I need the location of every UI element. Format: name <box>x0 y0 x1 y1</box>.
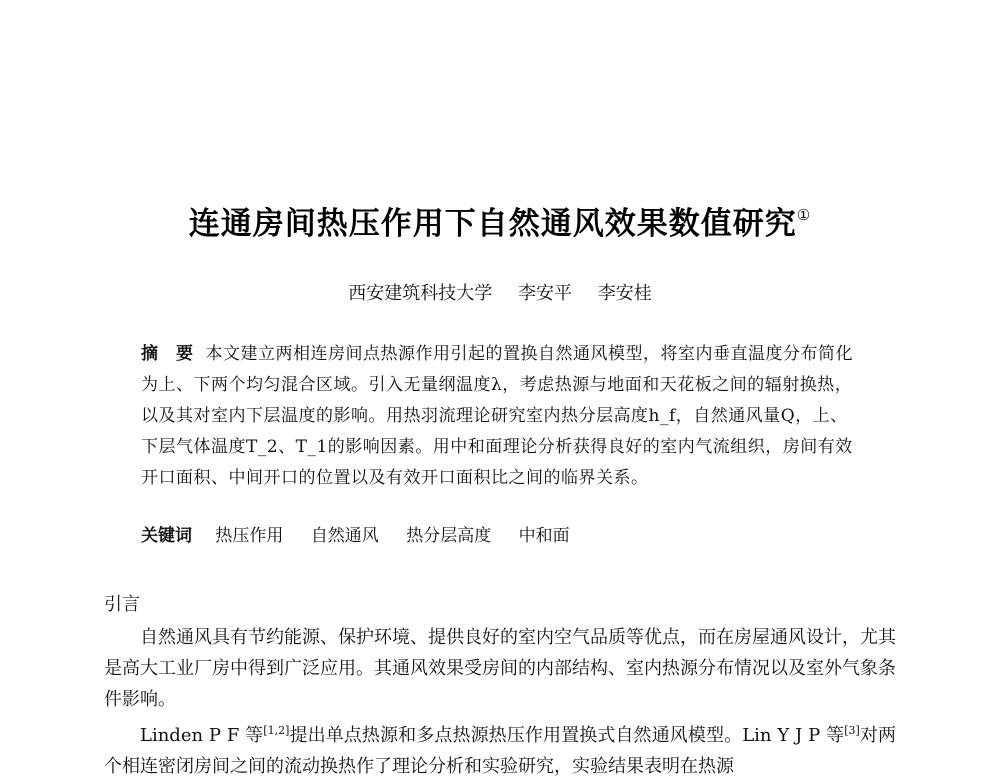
keyword: 自然通风 <box>310 526 379 546</box>
author-line <box>0 279 1000 305</box>
keyword: 热分层高度 <box>406 526 492 546</box>
abstract-text: 本文建立两相连房间点热源作用引起的置换自然通风模型，将室内垂直温度分布简化为上、下两个均匀混合区域。引入无量纲温度λ，考虑热源与地面和天花板之间的辐射换热，以及其对室内下层温度的影响。用热羽流理论研究室内热分层高度h_f，自然通风量Q，上、下层气体温度T_2、T_1的影响因素。用中和面理论分析获得良好的室内气流组织，房间有效开口面积、中间开口的位置以及有效开口面积比之间的临界关系。 <box>141 344 853 488</box>
abstract <box>141 339 861 494</box>
paper-title-text: 连通房间热压作用下自然通风效果数值研究 <box>188 206 797 242</box>
title-footnote-mark: ① <box>796 206 812 224</box>
keywords <box>141 521 861 546</box>
author-2: 李安桂 <box>597 283 652 304</box>
citation-ref: [1,2] <box>263 724 290 737</box>
paper-title <box>0 198 1000 243</box>
paragraph-2-part-b: 提出单点热源和多点热源热压作用置换式自然通风模型。Lin Y J P 等 <box>289 725 845 746</box>
keyword: 中和面 <box>518 526 570 546</box>
intro-paragraph-2 <box>104 715 896 782</box>
keyword: 热压作用 <box>215 526 284 546</box>
keywords-label: 关键词 <box>141 526 192 546</box>
author-1: 李安平 <box>518 283 572 304</box>
affiliation: 西安建筑科技大学 <box>348 283 493 304</box>
abstract-label: 摘 要 <box>141 344 194 364</box>
paragraph-2-part-a: Linden P F 等 <box>140 725 264 746</box>
intro-body <box>104 622 896 782</box>
section-heading-intro: 引言 <box>104 594 140 615</box>
paragraph-2-part-c: 对两个相连密闭房间之间的流动换热作了理论分析和实验研究，实验结果表明在热源 <box>104 725 897 777</box>
citation-ref: [3] <box>844 724 860 737</box>
intro-paragraph-1: 自然通风具有节约能源、保护环境、提供良好的室内空气品质等优点，而在房屋通风设计，尤其是高大工业厂房中得到广泛应用。其通风效果受房间的内部结构、室内热源分布情况以及室外气象条件影响。 <box>104 627 896 710</box>
